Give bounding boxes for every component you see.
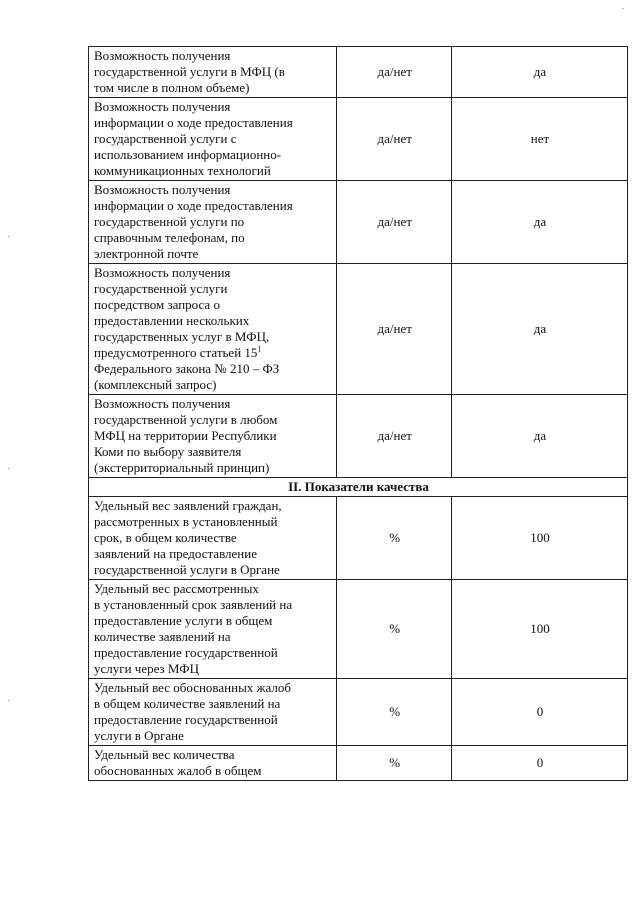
indicator-unit: % [337,746,452,781]
scan-speck [8,236,10,237]
indicator-value: нет [452,98,628,181]
indicator-value: 0 [452,679,628,746]
indicator-unit: да/нет [337,47,452,98]
indicator-value: да [452,47,628,98]
table-row [89,746,628,781]
scan-speck [8,468,10,469]
indicator-value: 100 [452,497,628,580]
indicator-name: Возможность получения информации о ходе предоставления государственной услуги по справочным телефонам, по электронной почте [89,181,337,264]
table-row [89,181,628,264]
indicator-unit: да/нет [337,181,452,264]
table-row [89,98,628,181]
table-row [89,47,628,98]
indicator-unit: да/нет [337,264,452,395]
indicator-unit: % [337,497,452,580]
indicator-name: Удельный вес рассмотренных в установленный срок заявлений на предоставление услуги в общем количестве заявлений на предоставление государственной услуги через МФЦ [89,580,337,679]
scan-speck [622,8,624,9]
indicator-value: да [452,181,628,264]
indicator-unit: да/нет [337,98,452,181]
table-row [89,497,628,580]
indicator-value: 0 [452,746,628,781]
table-row [89,580,628,679]
indicator-name: Возможность получения государственной услуги в любом МФЦ на территории Республики Коми по выбору заявителя (экстерриториальный принцип) [89,395,337,478]
indicators-table-body [89,47,628,781]
indicator-unit: % [337,580,452,679]
scan-speck [8,700,10,701]
section-heading-row [89,478,628,497]
indicator-name: Удельный вес количества обоснованных жалоб в общем [89,746,337,781]
indicator-unit: % [337,679,452,746]
indicator-name: Удельный вес обоснованных жалоб в общем количестве заявлений на предоставление государственной услуги в Органе [89,679,337,746]
table-row [89,395,628,478]
section-title: II. Показатели качества [89,478,628,497]
indicator-value: да [452,264,628,395]
indicator-name: Возможность получения государственной услуги в МФЦ (в том числе в полном объеме) [89,47,337,98]
table-row [89,679,628,746]
table-row [89,264,628,395]
superscript-footnote: 1 [257,344,262,354]
indicator-value: да [452,395,628,478]
indicator-name: Возможность получения государственной услуги посредством запроса о предоставлении нескольких государственных услуг в МФЦ, предусмотренного статьей $15^1$ Федерального закона № 210 – ФЗ (комплексный запрос) [89,264,337,395]
indicators-table [88,46,628,781]
indicator-name: Удельный вес заявлений граждан, рассмотренных в установленный срок, в общем количестве заявлений на предоставление государственной услуги в Органе [89,497,337,580]
indicator-value: 100 [452,580,628,679]
indicator-unit: да/нет [337,395,452,478]
indicator-name: Возможность получения информации о ходе предоставления государственной услуги с использованием информационно- коммуникационных технологий [89,98,337,181]
article-reference-line: предусмотренного статьей $15^1$ [94,344,262,360]
